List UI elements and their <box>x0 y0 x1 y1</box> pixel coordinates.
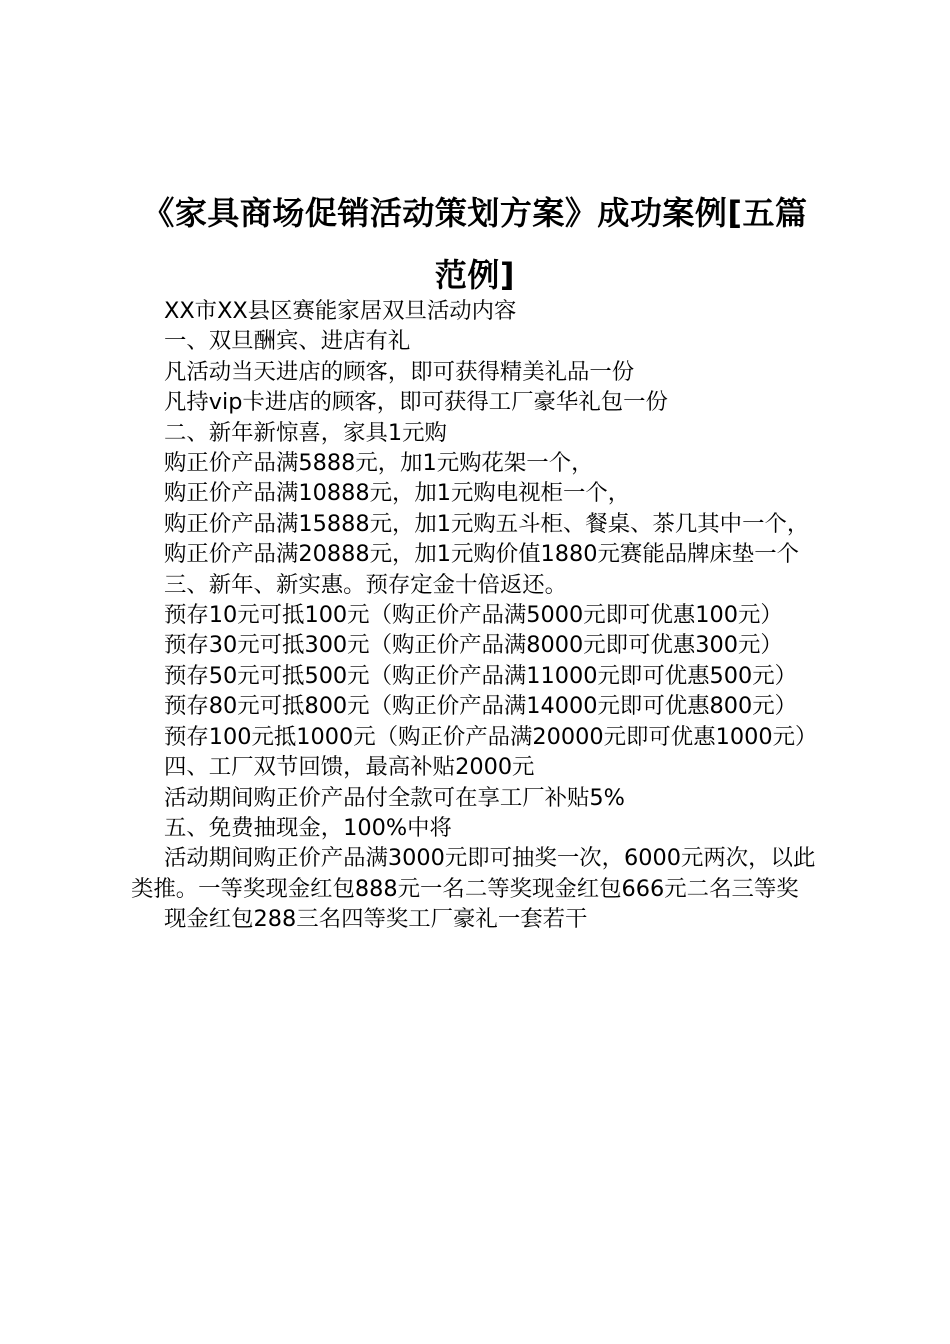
paragraph: 现金红包288三名四等奖工厂豪礼一套若干 <box>164 906 588 933</box>
paragraph: 活动期间购正价产品付全款可在享工厂补贴5% <box>164 784 625 811</box>
paragraph: 凡活动当天进店的顾客，即可获得精美礼品一份 <box>164 358 635 385</box>
paragraph: 五、免费抽现金，100%中将 <box>164 814 452 841</box>
paragraph: 预存50元可抵500元（购正价产品满11000元即可优惠500元） <box>164 662 798 689</box>
paragraph: 预存10元可抵100元（购正价产品满5000元即可优惠100元） <box>164 602 783 629</box>
paragraph: 二、新年新惊喜，家具1元购 <box>164 419 447 446</box>
paragraph: 购正价产品满20888元，加1元购价值1880元赛能品牌床垫一个 <box>164 541 800 568</box>
paragraph: 凡持vip卡进店的顾客，即可获得工厂豪华礼包一份 <box>164 389 668 416</box>
paragraph: 预存100元抵1000元（购正价产品满20000元即可优惠1000元） <box>164 723 818 750</box>
paragraph: 购正价产品满15888元，加1元购五斗柜、餐桌、茶几其中一个， <box>164 510 810 537</box>
paragraph: 购正价产品满10888元，加1元购电视柜一个， <box>164 480 631 507</box>
paragraph: 三、新年、新实惠。预存定金十倍返还。 <box>164 571 568 598</box>
document-body <box>131 296 821 935</box>
paragraph: 预存80元可抵800元（购正价产品满14000元即可优惠800元） <box>164 693 798 720</box>
paragraph: 一、双旦酬宾、进店有礼 <box>164 328 411 355</box>
paragraph: 活动期间购正价产品满3000元即可抽奖一次，6000元两次，以此类推。一等奖现金红包888元一名二等奖现金红包666元二名三等奖 <box>131 845 816 902</box>
paragraph: XX市XX县区赛能家居双旦活动内容 <box>164 298 517 324</box>
document-title: 《家具商场促销活动策划方案》成功案例[五篇范例] <box>142 194 808 294</box>
paragraph: 预存30元可抵300元（购正价产品满8000元即可优惠300元） <box>164 632 783 659</box>
paragraph: 四、工厂双节回馈，最高补贴2000元 <box>164 754 535 781</box>
paragraph: 购正价产品满5888元，加1元购花架一个， <box>164 450 594 477</box>
